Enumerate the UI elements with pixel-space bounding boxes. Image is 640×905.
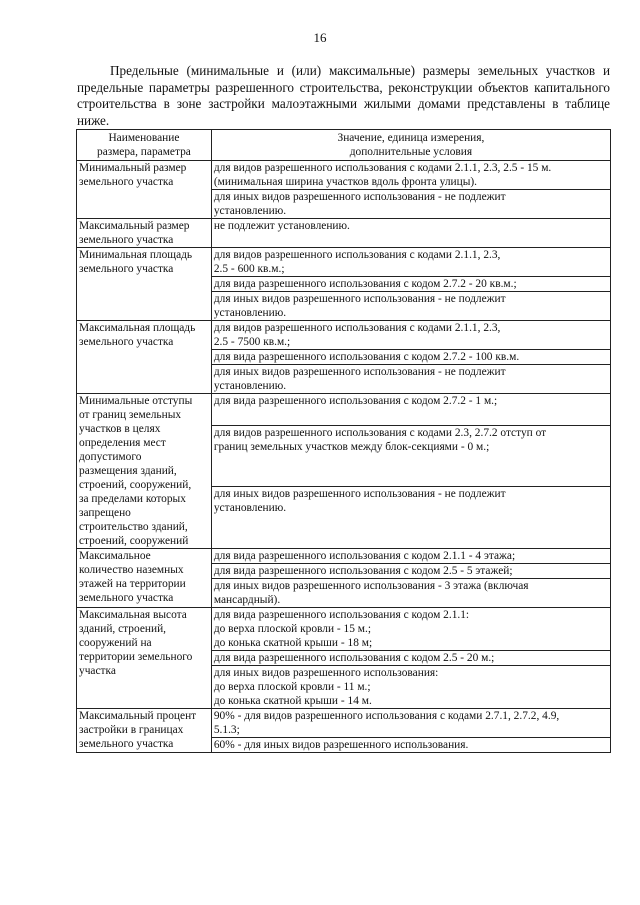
table-header-row bbox=[77, 130, 611, 161]
parameter-value-line: для вида разрешенного использования с кодом 2.7.2 - 1 м.; bbox=[213, 395, 498, 407]
parameter-value-cell bbox=[211, 248, 610, 277]
header-param-line: размера, параметра bbox=[97, 146, 191, 158]
parameter-value-line: 90% - для видов разрешенного использования с кодами 2.7.1, 2.7.2, 4.9, bbox=[213, 710, 560, 722]
parameter-name-line: Максимальный размер bbox=[79, 220, 190, 232]
parameter-name-line: запрещено bbox=[79, 507, 131, 519]
table-row bbox=[77, 394, 611, 426]
parameter-value-line: 2.5 - 600 кв.м.; bbox=[213, 263, 285, 275]
parameter-value-line: для иных видов разрешенного использования: bbox=[213, 667, 439, 679]
parameter-name-line: Максимальное bbox=[79, 550, 151, 562]
parameter-name-line: за пределами которых bbox=[79, 493, 186, 505]
header-value-line: Значение, единица измерения, bbox=[337, 132, 485, 144]
parameter-value-line: 60% - для иных видов разрешенного использования. bbox=[213, 739, 469, 751]
parameter-value-line: для видов разрешенного использования с кодами 2.1.1, 2.3, bbox=[213, 249, 501, 261]
parameter-name-line: Максимальная площадь bbox=[79, 322, 196, 334]
parameter-name-line: зданий, строений, bbox=[79, 623, 167, 635]
parameter-name-line: территории земельного bbox=[79, 651, 193, 663]
parameter-value-line: для иных видов разрешенного использования - не подлежит bbox=[213, 366, 506, 378]
table-row bbox=[77, 709, 611, 738]
parameter-value-line: для вида разрешенного использования с кодом 2.7.2 - 20 кв.м.; bbox=[213, 278, 517, 290]
table-row bbox=[77, 608, 611, 651]
parameter-name-cell bbox=[77, 709, 212, 753]
parameter-name-line: Максимальный процент bbox=[79, 710, 197, 722]
parameter-value-line: установлению. bbox=[213, 502, 287, 515]
parameter-value-line: установлению. bbox=[213, 380, 287, 392]
parameter-name-line: строений, сооружений bbox=[79, 535, 189, 547]
parameter-name-line: земельного участка bbox=[79, 263, 174, 275]
parameter-name-line: от границ земельных bbox=[79, 409, 182, 421]
parameter-name-cell bbox=[77, 394, 212, 549]
parameter-value-cell bbox=[211, 277, 610, 292]
parameter-value-line: мансардный). bbox=[213, 594, 281, 606]
parameter-name-line: Максимальная высота bbox=[79, 609, 187, 621]
header-value-line: дополнительные условия bbox=[349, 146, 473, 158]
parameter-name-line: Минимальный размер bbox=[79, 162, 187, 174]
parameter-name-cell bbox=[77, 321, 212, 394]
parameter-name-line: размещения зданий, bbox=[79, 465, 177, 477]
parameter-value-line: до верха плоской кровли - 15 м.; bbox=[213, 623, 371, 635]
parameter-name-line: допустимого bbox=[79, 451, 142, 463]
parameter-value-cell bbox=[211, 487, 610, 549]
parameter-name-cell bbox=[77, 549, 212, 608]
parameter-value-line: для вида разрешенного использования с кодом 2.5 - 5 этажей; bbox=[213, 565, 513, 577]
parameter-value-line: для видов разрешенного использования с кодами 2.3, 2.7.2 отступ от bbox=[213, 426, 547, 439]
parameter-value-line: для вида разрешенного использования с кодом 2.5 - 20 м.; bbox=[213, 652, 495, 664]
parameter-value-line: для видов разрешенного использования с кодами 2.1.1, 2.3, bbox=[213, 322, 501, 334]
header-value bbox=[211, 130, 610, 161]
parameter-value-line: установлению. bbox=[213, 307, 287, 319]
parameter-value-cell bbox=[211, 549, 610, 564]
parameter-value-line: для иных видов разрешенного использования - 3 этажа (включая bbox=[213, 580, 529, 592]
parameter-value-cell bbox=[211, 738, 610, 753]
table-body bbox=[77, 161, 611, 753]
parameter-name-line: строений, сооружений, bbox=[79, 479, 192, 491]
parameter-value-line: для иных видов разрешенного использования - не подлежит bbox=[213, 488, 506, 501]
header-param bbox=[77, 130, 212, 161]
table-row bbox=[77, 321, 611, 350]
parameter-value-cell bbox=[211, 190, 610, 219]
parameter-value-line: до верха плоской кровли - 11 м.; bbox=[213, 681, 371, 693]
page-number: 16 bbox=[313, 30, 327, 45]
parameter-name-cell bbox=[77, 608, 212, 709]
parameter-value-cell bbox=[211, 292, 610, 321]
parameter-value-line: 2.5 - 7500 кв.м.; bbox=[213, 336, 291, 348]
parameter-name-cell bbox=[77, 219, 212, 248]
parameter-name-line: земельного участка bbox=[79, 176, 174, 188]
parameter-value-cell bbox=[211, 564, 610, 579]
table-row bbox=[77, 161, 611, 190]
parameter-value-line: установлению. bbox=[213, 205, 287, 217]
parameter-name-line: земельного участка bbox=[79, 738, 174, 750]
parameter-value-cell bbox=[211, 666, 610, 709]
parameter-value-cell bbox=[211, 394, 610, 426]
parameter-value-line: для вида разрешенного использования с кодом 2.7.2 - 100 кв.м. bbox=[213, 351, 520, 363]
header-param-line: Наименование bbox=[108, 132, 180, 144]
parameter-name-line: земельного участка bbox=[79, 592, 174, 604]
parameter-value-cell bbox=[211, 579, 610, 608]
parameter-name-line: сооружений на bbox=[79, 637, 152, 649]
parameter-value-cell bbox=[211, 709, 610, 738]
parameter-value-line: для вида разрешенного использования с кодом 2.1.1 - 4 этажа; bbox=[213, 550, 516, 562]
parameter-name-line: Минимальные отступы bbox=[79, 395, 193, 407]
parameter-value-line: до конька скатной крыши - 18 м; bbox=[213, 637, 373, 649]
parameter-value-line: (минимальная ширина участков вдоль фронта улицы). bbox=[213, 176, 477, 188]
parameter-value-line: для иных видов разрешенного использования - не подлежит bbox=[213, 293, 506, 305]
parameter-name-line: участка bbox=[79, 665, 116, 677]
parameter-value-cell bbox=[211, 608, 610, 651]
parameter-name-cell bbox=[77, 161, 212, 219]
parameter-name-line: Минимальная площадь bbox=[79, 249, 193, 261]
parameter-value-line: для видов разрешенного использования с кодами 2.1.1, 2.3, 2.5 - 15 м. bbox=[213, 162, 552, 174]
table-row bbox=[77, 219, 611, 248]
parameter-value-cell bbox=[211, 651, 610, 666]
parameter-name-line: застройки в границах bbox=[79, 724, 184, 736]
parameter-value-cell bbox=[211, 219, 610, 248]
parameter-value-line: границ земельных участков между блок-секциями - 0 м.; bbox=[213, 440, 490, 453]
parameter-name-line: земельного участка bbox=[79, 336, 174, 348]
parameter-name-cell bbox=[77, 248, 212, 321]
parameter-value-line: 5.1.3; bbox=[213, 724, 240, 736]
parameter-name-line: этажей на территории bbox=[79, 578, 186, 590]
intro-paragraph: Предельные (минимальные и (или) максимальные) размеры земельных участков и предельные параметры разрешенного строительства, реконструкции объектов капитального строительства в зоне застройки малоэтажными жилыми домами представлены в таблице ниже. bbox=[77, 63, 610, 128]
parameter-name-line: количество наземных bbox=[79, 564, 184, 576]
parameter-value-line: до конька скатной крыши - 14 м. bbox=[213, 695, 372, 707]
parameter-value-cell bbox=[211, 425, 610, 487]
table-row bbox=[77, 549, 611, 564]
parameter-name-line: участков в целях bbox=[79, 423, 161, 435]
parameters-table bbox=[76, 129, 611, 753]
parameter-value-line: для иных видов разрешенного использования - не подлежит bbox=[213, 191, 506, 203]
parameter-value-cell bbox=[211, 350, 610, 365]
parameter-name-line: земельного участка bbox=[79, 234, 174, 246]
table-row bbox=[77, 248, 611, 277]
parameter-value-line: для вида разрешенного использования с кодом 2.1.1: bbox=[213, 609, 470, 621]
parameter-value-cell bbox=[211, 321, 610, 350]
parameter-name-line: определения мест bbox=[79, 437, 166, 449]
parameter-name-line: строительство зданий, bbox=[79, 521, 188, 533]
parameter-value-cell bbox=[211, 365, 610, 394]
parameter-value-cell bbox=[211, 161, 610, 190]
parameter-value-line: не подлежит установлению. bbox=[213, 220, 350, 232]
